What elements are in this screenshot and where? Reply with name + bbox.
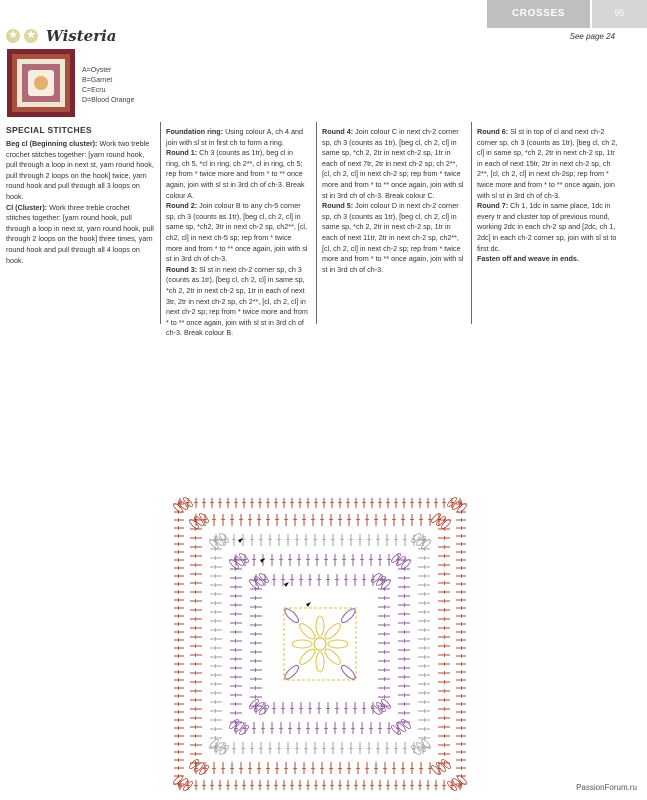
pattern-column-3 <box>477 127 622 265</box>
round-start-marker-icon <box>284 582 289 587</box>
round-4-stitches <box>395 721 407 733</box>
round-5-stitches <box>208 738 220 750</box>
round-2-cluster <box>283 607 301 625</box>
round-6-stitches <box>193 515 205 527</box>
round-start-marker-icon <box>238 538 243 543</box>
round-5-stitches <box>415 535 427 547</box>
finish-instruction: Fasten off and weave in ends. <box>477 254 579 264</box>
round-5-stitches <box>213 535 225 547</box>
colour-key-item: C=Ecru <box>82 87 106 94</box>
round-3-stitches <box>253 701 265 713</box>
column-divider <box>316 122 317 324</box>
round-3-stitches <box>258 572 270 584</box>
round-5-stitches <box>410 744 422 756</box>
header-bar <box>0 0 647 28</box>
round-7-stitches <box>177 777 189 789</box>
cl-label: Cl (Cluster): <box>6 202 48 212</box>
round-7-stitches <box>451 777 463 789</box>
round-6-stitches <box>430 764 442 776</box>
round-3-stitches <box>253 575 265 587</box>
round-1-cluster <box>297 647 317 667</box>
round-1-cluster <box>316 652 324 672</box>
foundation-text: Using colour A, ch 4 and join with sl st in first ch to form a ring. <box>166 127 304 147</box>
beg-cl-label: Beg cl (Beginning cluster): <box>6 139 98 148</box>
round-4-stitches <box>400 718 412 730</box>
round-1-cluster <box>328 640 348 648</box>
foundation-label: Foundation ring: <box>166 127 224 136</box>
cl-text: Work three treble crochet stitches together: [yarn round hook, pull through a loop in next st, yarn round hook, pull through 2 loops on the hook] three times, yarn round hook and pull through all 4 loops on hook. <box>6 202 154 265</box>
section-label: CROSSES <box>511 8 566 19</box>
colour-key-item: B=Garnet <box>82 77 113 84</box>
round-2-cluster <box>339 663 357 681</box>
see-page-reference: See page 24 <box>569 32 615 41</box>
round-4-stitches <box>238 724 250 736</box>
round-1-cluster <box>297 621 317 641</box>
round-2-label: Round 2: <box>166 201 198 211</box>
round-1-text: Ch 3 (counts as 1tr), beg cl in ring, ch 5, *cl in ring, ch 2**, cl in ring, ch 5; rep from * twice more and from * to ** once again, join with sl st in 3rd ch of ch-3. Break colour A. <box>166 148 305 200</box>
round-6-stitches <box>188 758 200 770</box>
round-3-stitches <box>375 575 387 587</box>
motif-photo <box>7 49 75 117</box>
round-3-stitches <box>370 572 382 584</box>
round-4-text: Join colour C in next ch-2 corner sp, ch 3 (counts as 1tr), [beg cl, ch 2, cl] in same sp, *ch 2, 2tr in next ch-2 sp, 1tr in each of next 7tr, 2tr in next ch-2 sp, ch 2**, [cl, ch 2, cl] in next ch-2 sp; rep from * twice more and from * to ** once again, join with sl st in 3rd ch of ch-3. Break colour C. <box>322 127 464 200</box>
round-6-stitches <box>430 512 442 524</box>
round-3-text: Sl st in next ch-2 corner sp, ch 3 (counts as 1tr), [beg cl, ch 2, cl] in same sp, *ch 2, 2tr in next ch-2 sp, 1tr in each of next 3tr, 2tr in next ch-2 sp, ch 2**, [cl, ch 2, cl] in next ch-2 sp; rep from * twice more and from * to ** once again, join with sl st in 3rd ch of ch-3. Break colour B. <box>166 264 308 338</box>
colour-key-item: A=Oyster <box>82 67 112 74</box>
round-1-cluster <box>292 640 312 648</box>
special-stitches-heading: SPECIAL STITCHES <box>6 125 92 135</box>
round-6-stitches <box>198 764 210 776</box>
difficulty-star-icon <box>24 29 38 43</box>
colour-key-item: D=Blood Orange <box>82 97 135 104</box>
round-7-stitches <box>177 499 189 511</box>
special-stitches-column <box>6 139 154 266</box>
round-5-stitches <box>410 532 422 544</box>
round-3-stitches <box>248 698 260 710</box>
round-3-stitches <box>375 701 387 713</box>
beg-cl-text: Work two treble crochet stitches together: [yarn round hook, pull through a loop in next st, yarn round hook, pull through 2 loops on the hook] twice, yarn round hook and pull through all 3 loops on hook. <box>6 139 154 201</box>
page-title: Wisteria <box>46 27 117 45</box>
round-2-cluster <box>283 663 301 681</box>
round-2-cluster <box>339 607 357 625</box>
round-2-chain <box>284 608 356 680</box>
round-5-stitches <box>218 744 230 756</box>
crochet-chart-diagram <box>168 496 472 792</box>
colour-key <box>82 66 134 106</box>
title-row <box>6 28 117 44</box>
round-4-stitches <box>238 552 250 564</box>
round-start-marker-icon <box>306 602 311 607</box>
round-4-stitches <box>390 724 402 736</box>
round-1-label: Round 1: <box>166 148 198 158</box>
round-1-cluster <box>316 616 324 636</box>
foundation-ring <box>314 638 326 650</box>
round-3-label: Round 3: <box>166 264 198 274</box>
round-6-label: Round 6: <box>477 127 509 136</box>
pattern-column-2 <box>322 127 464 275</box>
column-divider <box>160 122 161 324</box>
round-4-stitches <box>233 555 245 567</box>
column-divider <box>471 122 472 324</box>
round-5-label: Round 5: <box>322 201 354 211</box>
round-7-text: Ch 1, 1dc in same place, 1dc in every tr and cluster top of previous round, working 2dc in each ch-2 sp and [2dc, ch 1, 2dc] in each ch-2 corner sp, join with sl st to first dc. <box>477 201 617 253</box>
round-4-stitches <box>390 552 402 564</box>
round-1-cluster <box>323 647 343 667</box>
round-5-stitches <box>218 532 230 544</box>
round-6-text: Sl st in top of cl and next ch-2 corner sp, ch 3 (counts as 1tr), [beg cl, ch 2, cl] in same sp, *ch 2, 2tr in next ch-2 sp, 1tr in each of next 15tr, 2tr in next ch-2 sp, ch 2**, [cl, ch 2, cl] in next ch-2sp; rep from * twice more and from * to ** once again, join with sl st in 3rd ch of ch-3. <box>477 127 618 200</box>
difficulty-star-icon <box>6 29 20 43</box>
watermark: PassionForum.ru <box>576 783 637 792</box>
round-4-stitches <box>395 555 407 567</box>
round-7-stitches <box>451 499 463 511</box>
round-1-cluster <box>323 621 343 641</box>
round-4-label: Round 4: <box>322 127 354 136</box>
round-6-stitches <box>440 758 452 770</box>
round-4-stitches <box>228 718 240 730</box>
round-5-text: Join colour D in next ch-2 corner sp, ch 3 (counts as 1tr), [beg cl, ch 2, cl] in same sp, *ch 2, 2tr in next ch-2 sp, 1tr in each of next 11tr, 2tr in next ch-2 sp, ch2**, [cl, ch 2, cl] in next ch-2 sp; rep from * twice more and from * to ** once again, join with sl st in 3rd ch of ch-3. <box>322 201 464 274</box>
round-5-stitches <box>420 738 432 750</box>
round-6-stitches <box>198 512 210 524</box>
round-6-stitches <box>435 515 447 527</box>
round-2-text: Join colour B to any ch-5 corner sp, ch 3 (counts as 1tr), [beg cl, ch 2, cl] in same sp, *ch2, 3tr in next ch-2 sp, ch2**, [cl, ch2, cl] in next ch-5 sp; rep from * twice more and from * to ** once again, join with sl st in 3rd ch of ch-3. <box>166 201 308 264</box>
round-4-stitches <box>233 721 245 733</box>
round-7-label: Round 7: <box>477 201 509 211</box>
page-number: 95 <box>614 8 625 18</box>
pattern-column-1 <box>166 127 308 339</box>
